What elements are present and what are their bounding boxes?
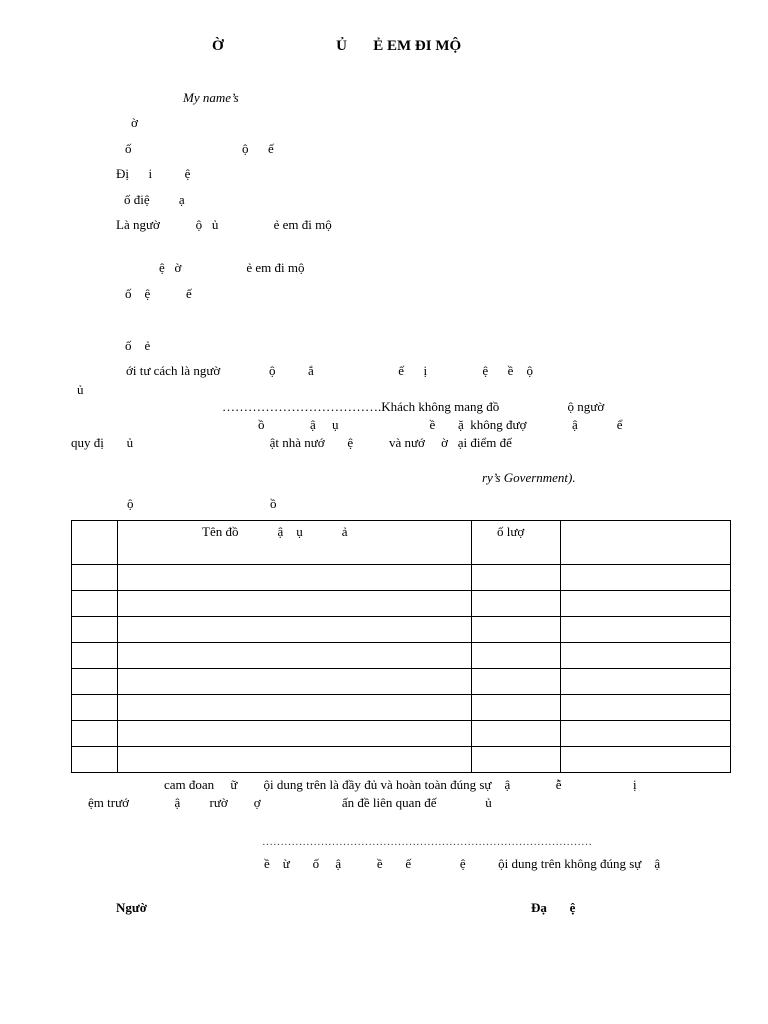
table-cell[interactable] <box>472 721 561 747</box>
form-line-8: ố ệ ế <box>125 286 192 301</box>
form-line-15: ry’s Government). <box>482 470 576 485</box>
table-cell[interactable] <box>118 617 472 643</box>
form-title: Ờ Ủ Ẻ EM ĐI MỘ <box>212 38 462 54</box>
table-cell[interactable] <box>472 565 561 591</box>
table-cell[interactable] <box>118 747 472 773</box>
table-cell[interactable] <box>72 695 118 721</box>
form-line-9: ố ẻ <box>125 338 151 353</box>
table-row <box>72 669 731 695</box>
table-cell[interactable] <box>118 565 472 591</box>
table-cell[interactable] <box>72 721 118 747</box>
table-cell[interactable] <box>472 747 561 773</box>
table-row <box>72 721 731 747</box>
table-row <box>72 565 731 591</box>
form-line-3: ố ộ ế <box>125 141 274 156</box>
table-cell[interactable] <box>561 617 731 643</box>
form-line-4: Đị i ệ <box>116 166 191 181</box>
signature-right-label: Đạ ệ <box>531 900 576 915</box>
items-table <box>71 520 731 773</box>
table-cell[interactable] <box>72 617 118 643</box>
signature-left-label: Ngườ <box>116 900 147 915</box>
form-line-13: ồ ậ ụ ề ặ không đượ ậ ể <box>258 417 623 432</box>
form-line-11: ủ <box>77 382 84 397</box>
table-cell[interactable] <box>118 591 472 617</box>
table-cell[interactable] <box>472 643 561 669</box>
table-cell[interactable] <box>561 565 731 591</box>
table-row <box>72 643 731 669</box>
table-cell[interactable] <box>118 721 472 747</box>
form-line-10: ới tư cách là ngườ ộ ắ ế ị ệ ề ộ <box>126 363 533 378</box>
form-line-6: Là ngườ ộ ủ ẻ em đi mộ <box>116 217 332 232</box>
header-cell-qty <box>472 521 561 565</box>
form-line-12: ……………………………….Khách không mang đồ ộ ngườ <box>222 399 605 414</box>
table-cell[interactable] <box>472 669 561 695</box>
header-cell-note <box>561 521 731 565</box>
table-row <box>72 591 731 617</box>
table-cell[interactable] <box>561 591 731 617</box>
form-line-7: ệ ờ ẻ em đi mộ <box>159 260 305 275</box>
form-line-14: quy đị ủ ật nhà nướ ệ và nướ ờ ại điểm đế <box>71 435 512 450</box>
table-cell[interactable] <box>561 721 731 747</box>
header-qty-label: ố lượ <box>497 524 525 539</box>
table-cell[interactable] <box>72 591 118 617</box>
table-cell[interactable] <box>118 643 472 669</box>
declaration-line-1: cam đoan ữ ội dung trên là đầy đủ và hoàn toàn đúng sự ậ ễ ị <box>164 777 637 792</box>
declaration-line-2: ệm trướ ậ rườ ợ ấn đề liên quan đế ủ <box>88 795 492 810</box>
table-cell[interactable] <box>118 695 472 721</box>
name-line: My name’s <box>183 90 239 105</box>
table-cell[interactable] <box>561 669 731 695</box>
table-cell[interactable] <box>472 591 561 617</box>
header-name-label: Tên đồ ậ ụ ả <box>202 524 348 539</box>
table-cell[interactable] <box>118 669 472 695</box>
table-row <box>72 617 731 643</box>
table-row <box>72 695 731 721</box>
table-cell[interactable] <box>72 669 118 695</box>
table-cell[interactable] <box>72 747 118 773</box>
table-cell[interactable] <box>72 643 118 669</box>
declaration-line-3: ề ừ ố ậ ề ế ệ ội dung trên không đúng sự ậ <box>264 856 661 871</box>
header-cell-name <box>118 521 472 565</box>
table-header-row <box>72 521 731 565</box>
table-cell[interactable] <box>472 617 561 643</box>
table-intro-line: ộ ồ <box>127 496 277 511</box>
header-cell-index <box>72 521 118 565</box>
table-cell[interactable] <box>561 643 731 669</box>
form-line-2: ờ <box>131 115 138 130</box>
table-cell[interactable] <box>472 695 561 721</box>
table-cell[interactable] <box>72 565 118 591</box>
table-row <box>72 747 731 773</box>
form-line-5: ố điệ ạ <box>124 192 185 207</box>
table-cell[interactable] <box>561 747 731 773</box>
table-cell[interactable] <box>561 695 731 721</box>
dotted-line: ……………………………………………………………………………… <box>262 836 592 848</box>
